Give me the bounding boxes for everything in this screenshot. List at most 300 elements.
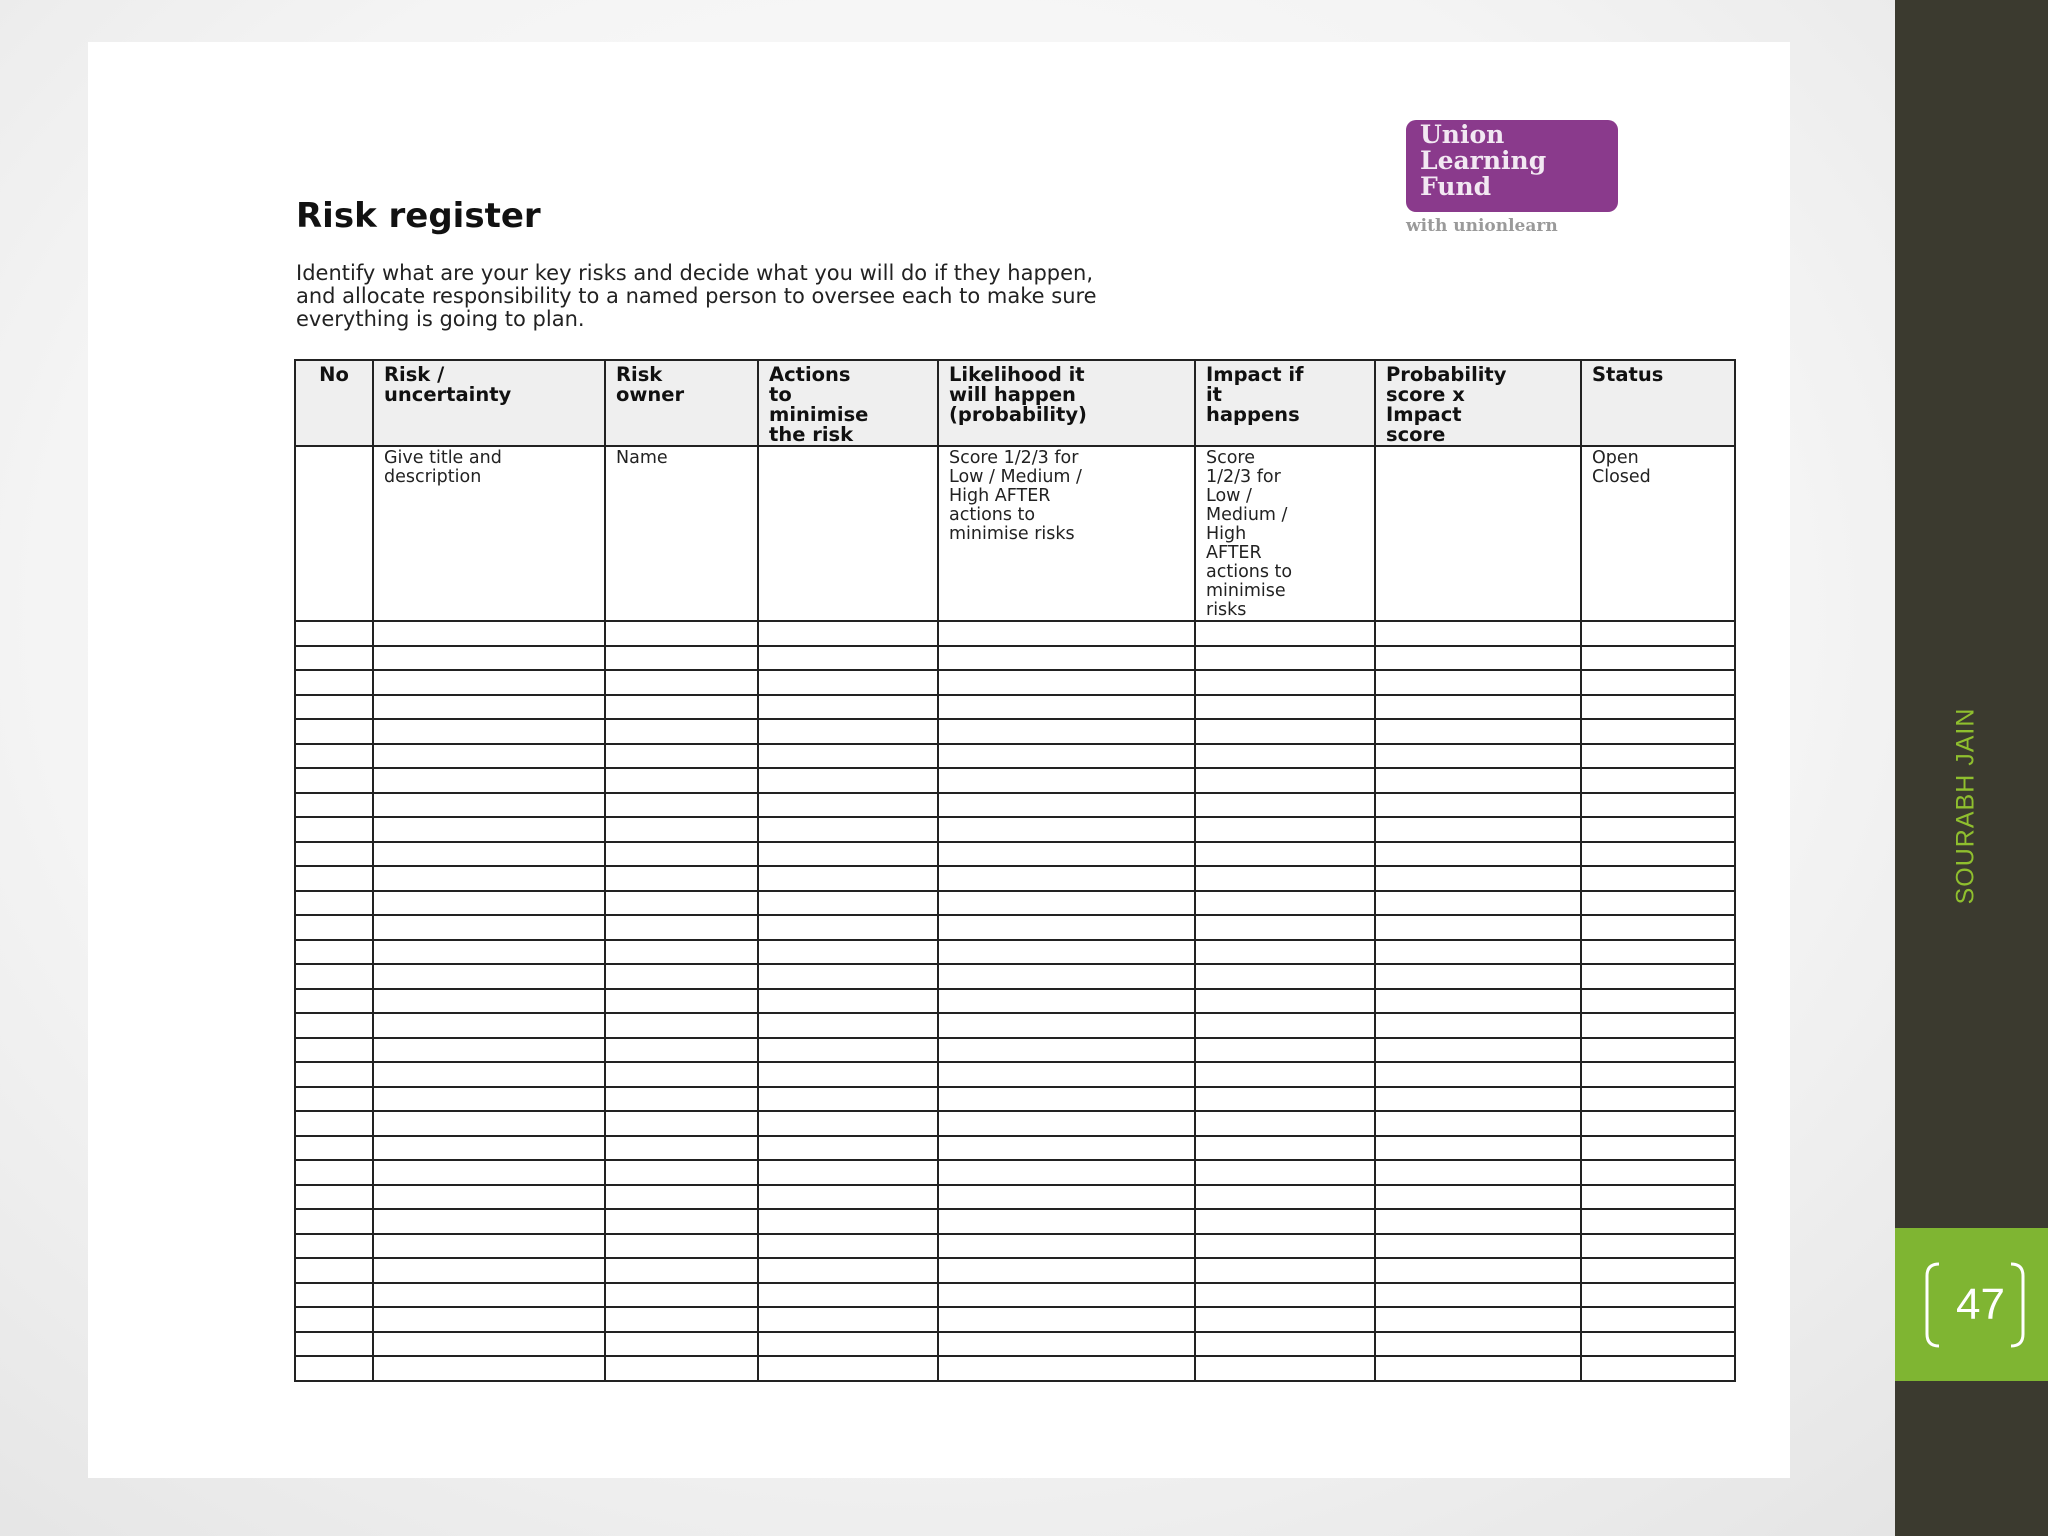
empty-cell — [295, 989, 373, 1014]
empty-cell — [1581, 744, 1735, 769]
empty-cell — [295, 964, 373, 989]
empty-cell — [938, 1185, 1195, 1210]
empty-cell — [295, 695, 373, 720]
table-row — [295, 989, 1735, 1014]
empty-cell — [373, 646, 605, 671]
cell-line: minimise risks — [949, 524, 1075, 544]
empty-cell — [1375, 1136, 1581, 1161]
empty-cell — [938, 1087, 1195, 1112]
empty-cell — [295, 940, 373, 965]
empty-cell — [758, 1234, 938, 1259]
empty-cell — [605, 1038, 758, 1063]
header-line: Impact — [1386, 403, 1462, 426]
empty-cell — [373, 1160, 605, 1185]
empty-cell — [1375, 915, 1581, 940]
empty-cell — [758, 817, 938, 842]
empty-cell — [605, 621, 758, 646]
empty-cell — [605, 1209, 758, 1234]
intro-text: Identify what are your key risks and decide what you will do if they happen, and allocate responsibility to a named person to oversee each to make sure everything is going to plan. — [296, 261, 1097, 331]
cell-line: Low / — [1206, 486, 1252, 506]
empty-cell — [295, 817, 373, 842]
empty-cell — [605, 1307, 758, 1332]
empty-cell — [758, 1209, 938, 1234]
empty-cell — [1195, 1209, 1375, 1234]
empty-cell — [1581, 670, 1735, 695]
empty-cell — [1195, 1283, 1375, 1308]
empty-cell — [1581, 866, 1735, 891]
empty-cell — [938, 768, 1195, 793]
empty-cell — [373, 842, 605, 867]
table-row — [295, 964, 1735, 989]
empty-cell — [758, 915, 938, 940]
empty-cell — [1195, 940, 1375, 965]
empty-cell — [938, 1038, 1195, 1063]
header-line: Risk / — [384, 363, 445, 386]
empty-cell — [1581, 940, 1735, 965]
empty-cell — [938, 1332, 1195, 1357]
empty-cell — [373, 817, 605, 842]
empty-cell — [758, 866, 938, 891]
empty-cell — [1581, 1356, 1735, 1381]
table-row — [295, 1185, 1735, 1210]
table-row — [295, 1234, 1735, 1259]
empty-cell — [938, 817, 1195, 842]
empty-cell — [373, 1062, 605, 1087]
empty-cell — [758, 1185, 938, 1210]
empty-cell — [373, 866, 605, 891]
empty-cell — [373, 1234, 605, 1259]
empty-cell — [373, 793, 605, 818]
empty-cell — [938, 964, 1195, 989]
empty-cell — [1375, 1283, 1581, 1308]
empty-cell — [1375, 1258, 1581, 1283]
empty-cell — [605, 1356, 758, 1381]
empty-cell — [758, 1307, 938, 1332]
header-line: uncertainty — [384, 383, 512, 406]
empty-cell — [605, 964, 758, 989]
table-row — [295, 768, 1735, 793]
empty-cell — [605, 1062, 758, 1087]
empty-cell — [1375, 793, 1581, 818]
empty-cell — [605, 989, 758, 1014]
empty-cell — [758, 1087, 938, 1112]
empty-cell — [373, 1111, 605, 1136]
empty-cell — [373, 1209, 605, 1234]
empty-cell — [758, 1283, 938, 1308]
empty-cell — [295, 1160, 373, 1185]
empty-cell — [605, 768, 758, 793]
empty-cell — [1375, 842, 1581, 867]
empty-cell — [1581, 621, 1735, 646]
empty-cell — [758, 1111, 938, 1136]
empty-cell — [1581, 793, 1735, 818]
empty-cell — [295, 1332, 373, 1357]
empty-cell — [938, 842, 1195, 867]
table-row — [295, 621, 1735, 646]
empty-cell — [1375, 1111, 1581, 1136]
header-line: Probability — [1386, 363, 1507, 386]
cell-no — [295, 446, 373, 621]
empty-cell — [938, 719, 1195, 744]
empty-cell — [295, 1258, 373, 1283]
cell-line: Closed — [1592, 467, 1651, 487]
empty-cell — [1581, 1185, 1735, 1210]
empty-cell — [1581, 891, 1735, 916]
header-line: Actions — [769, 363, 851, 386]
empty-cell — [373, 1013, 605, 1038]
header-line: minimise — [769, 403, 869, 426]
empty-cell — [1375, 621, 1581, 646]
empty-cell — [295, 1136, 373, 1161]
empty-cell — [1581, 915, 1735, 940]
empty-cell — [1375, 744, 1581, 769]
empty-cell — [938, 1283, 1195, 1308]
empty-cell — [1375, 964, 1581, 989]
empty-cell — [1375, 1160, 1581, 1185]
empty-cell — [373, 768, 605, 793]
empty-cell — [758, 695, 938, 720]
empty-cell — [938, 621, 1195, 646]
empty-cell — [1375, 940, 1581, 965]
empty-cell — [1375, 1356, 1581, 1381]
empty-cell — [1581, 1283, 1735, 1308]
empty-cell — [1195, 1160, 1375, 1185]
empty-cell — [1195, 1185, 1375, 1210]
empty-cell — [373, 719, 605, 744]
cell-impact — [1195, 446, 1375, 621]
empty-cell — [295, 1013, 373, 1038]
empty-cell — [373, 1087, 605, 1112]
empty-cell — [1195, 1258, 1375, 1283]
empty-cell — [938, 1111, 1195, 1136]
empty-cell — [605, 940, 758, 965]
empty-cell — [758, 1332, 938, 1357]
cell-line: description — [384, 467, 482, 487]
empty-cell — [373, 744, 605, 769]
document-title: Risk register — [296, 196, 541, 236]
header-probability-impact — [1375, 360, 1581, 446]
empty-cell — [373, 1283, 605, 1308]
empty-cell — [373, 989, 605, 1014]
empty-cell — [1581, 1136, 1735, 1161]
empty-cell — [1581, 964, 1735, 989]
empty-cell — [1195, 1087, 1375, 1112]
table-row — [295, 1013, 1735, 1038]
cell-line: Score — [1206, 448, 1256, 468]
empty-cell — [605, 670, 758, 695]
empty-cell — [1375, 1062, 1581, 1087]
header-likelihood — [938, 360, 1195, 446]
cell-line: minimise — [1206, 581, 1286, 601]
empty-cell — [758, 1258, 938, 1283]
empty-cell — [1375, 719, 1581, 744]
table-row — [295, 1209, 1735, 1234]
empty-cell — [295, 719, 373, 744]
empty-cell — [373, 1038, 605, 1063]
empty-cell — [373, 1185, 605, 1210]
empty-cell — [295, 1185, 373, 1210]
empty-cell — [1581, 989, 1735, 1014]
table-row — [295, 1111, 1735, 1136]
empty-cell — [295, 866, 373, 891]
empty-cell — [295, 915, 373, 940]
empty-cell — [1375, 1013, 1581, 1038]
empty-cell — [1581, 1209, 1735, 1234]
empty-cell — [758, 989, 938, 1014]
table-row — [295, 1356, 1735, 1381]
empty-cell — [295, 793, 373, 818]
empty-cell — [1581, 1038, 1735, 1063]
union-learning-fund-logo — [1406, 120, 1618, 212]
empty-cell — [373, 670, 605, 695]
logo-text: Union Learning Fund — [1420, 120, 1547, 201]
empty-cell — [373, 695, 605, 720]
empty-cell — [1375, 891, 1581, 916]
empty-cell — [1581, 1087, 1735, 1112]
empty-cell — [295, 768, 373, 793]
empty-cell — [758, 842, 938, 867]
empty-cell — [1195, 1332, 1375, 1357]
empty-cell — [1195, 817, 1375, 842]
empty-cell — [1195, 1038, 1375, 1063]
table-row — [295, 646, 1735, 671]
empty-cell — [1375, 1185, 1581, 1210]
table-row — [295, 817, 1735, 842]
header-line: score x — [1386, 383, 1465, 406]
table-row — [295, 842, 1735, 867]
empty-cell — [938, 1160, 1195, 1185]
empty-cell — [605, 695, 758, 720]
empty-cell — [758, 1356, 938, 1381]
header-line: owner — [616, 383, 685, 406]
empty-cell — [1375, 1234, 1581, 1259]
table-row — [295, 866, 1735, 891]
cell-line: Open — [1592, 448, 1639, 468]
table-row — [295, 1062, 1735, 1087]
empty-cell — [758, 646, 938, 671]
empty-cell — [605, 1185, 758, 1210]
table-row — [295, 1038, 1735, 1063]
cell-line: High — [1206, 524, 1247, 544]
empty-cell — [758, 670, 938, 695]
cell-risk — [373, 446, 605, 621]
cell-probability-impact — [1375, 446, 1581, 621]
empty-cell — [1195, 646, 1375, 671]
cell-line: actions to — [1206, 562, 1293, 582]
empty-cell — [1581, 1307, 1735, 1332]
page-number: 47 — [1956, 1279, 2005, 1329]
cell-owner — [605, 446, 758, 621]
cell-line: Name — [616, 448, 668, 468]
header-line: happens — [1206, 403, 1300, 426]
empty-cell — [1195, 695, 1375, 720]
empty-cell — [1195, 989, 1375, 1014]
header-status — [1581, 360, 1735, 446]
empty-cell — [1195, 1111, 1375, 1136]
cell-line: 1/2/3 for — [1206, 467, 1281, 487]
empty-cell — [1195, 964, 1375, 989]
empty-cell — [1581, 1258, 1735, 1283]
empty-cell — [605, 1234, 758, 1259]
table-row-guidance — [295, 446, 1735, 621]
empty-cell — [758, 1062, 938, 1087]
empty-cell — [1375, 1038, 1581, 1063]
table-row — [295, 719, 1735, 744]
empty-cell — [373, 1332, 605, 1357]
page-number-badge — [1895, 1228, 2048, 1381]
empty-cell — [1581, 768, 1735, 793]
cell-status — [1581, 446, 1735, 621]
empty-cell — [1195, 1062, 1375, 1087]
empty-cell — [373, 964, 605, 989]
empty-cell — [295, 1111, 373, 1136]
cell-likelihood — [938, 446, 1195, 621]
cell-line: Medium / — [1206, 505, 1288, 525]
empty-cell — [373, 891, 605, 916]
empty-cell — [605, 744, 758, 769]
empty-cell — [758, 744, 938, 769]
empty-cell — [1195, 915, 1375, 940]
table-row — [295, 793, 1735, 818]
cell-line: Low / Medium / — [949, 467, 1082, 487]
empty-cell — [938, 1013, 1195, 1038]
empty-cell — [373, 940, 605, 965]
empty-cell — [1375, 768, 1581, 793]
empty-cell — [605, 1087, 758, 1112]
empty-cell — [1581, 646, 1735, 671]
empty-cell — [758, 964, 938, 989]
empty-cell — [605, 793, 758, 818]
cell-line: Give title and — [384, 448, 502, 468]
empty-cell — [1375, 695, 1581, 720]
header-impact — [1195, 360, 1375, 446]
empty-cell — [758, 719, 938, 744]
empty-cell — [938, 1258, 1195, 1283]
empty-cell — [1581, 1160, 1735, 1185]
empty-cell — [938, 866, 1195, 891]
header-line: Status — [1592, 363, 1664, 386]
empty-cell — [295, 1087, 373, 1112]
empty-cell — [1195, 793, 1375, 818]
cell-line: AFTER — [1206, 543, 1262, 563]
logo-subtext: with unionlearn — [1406, 216, 1558, 236]
empty-cell — [1195, 719, 1375, 744]
header-line: score — [1386, 423, 1446, 446]
empty-cell — [938, 646, 1195, 671]
empty-cell — [295, 744, 373, 769]
empty-cell — [1375, 1332, 1581, 1357]
header-actions — [758, 360, 938, 446]
empty-cell — [1195, 1013, 1375, 1038]
risk-register-table — [294, 359, 1736, 1382]
empty-cell — [1375, 1087, 1581, 1112]
empty-cell — [1195, 744, 1375, 769]
empty-cell — [1195, 621, 1375, 646]
header-line: (probability) — [949, 403, 1087, 426]
header-owner — [605, 360, 758, 446]
document-image — [88, 42, 1790, 1478]
header-line: the risk — [769, 423, 854, 446]
table-row — [295, 744, 1735, 769]
header-line: No — [319, 363, 349, 386]
empty-cell — [373, 621, 605, 646]
cell-line: actions to — [949, 505, 1036, 525]
empty-cell — [373, 915, 605, 940]
empty-cell — [938, 1356, 1195, 1381]
empty-cell — [1375, 817, 1581, 842]
header-line: Risk — [616, 363, 663, 386]
table-row — [295, 670, 1735, 695]
empty-cell — [758, 940, 938, 965]
empty-cell — [758, 793, 938, 818]
header-line: will happen — [949, 383, 1076, 406]
empty-cell — [1195, 768, 1375, 793]
empty-cell — [938, 940, 1195, 965]
empty-cell — [1581, 1332, 1735, 1357]
empty-cell — [295, 842, 373, 867]
empty-cell — [295, 1234, 373, 1259]
empty-cell — [938, 744, 1195, 769]
table-row — [295, 695, 1735, 720]
table-row — [295, 891, 1735, 916]
empty-cell — [938, 695, 1195, 720]
empty-cell — [605, 1111, 758, 1136]
empty-cell — [295, 1307, 373, 1332]
empty-cell — [295, 1356, 373, 1381]
empty-cell — [938, 1307, 1195, 1332]
table-row — [295, 915, 1735, 940]
empty-cell — [1375, 646, 1581, 671]
empty-cell — [1195, 670, 1375, 695]
header-line: to — [769, 383, 792, 406]
empty-cell — [605, 891, 758, 916]
empty-cell — [605, 1136, 758, 1161]
empty-cell — [295, 621, 373, 646]
table-row — [295, 1283, 1735, 1308]
empty-cell — [295, 1209, 373, 1234]
empty-cell — [1195, 891, 1375, 916]
empty-cell — [605, 1013, 758, 1038]
empty-cell — [1581, 1062, 1735, 1087]
empty-cell — [1375, 866, 1581, 891]
empty-cell — [295, 891, 373, 916]
empty-cell — [605, 719, 758, 744]
empty-cell — [295, 670, 373, 695]
empty-cell — [758, 768, 938, 793]
empty-cell — [1195, 866, 1375, 891]
cell-line: High AFTER — [949, 486, 1051, 506]
empty-cell — [1581, 695, 1735, 720]
table-row — [295, 1160, 1735, 1185]
cell-line: Score 1/2/3 for — [949, 448, 1079, 468]
empty-cell — [938, 793, 1195, 818]
empty-cell — [1375, 989, 1581, 1014]
empty-cell — [605, 817, 758, 842]
header-line: Likelihood it — [949, 363, 1085, 386]
empty-cell — [373, 1307, 605, 1332]
empty-cell — [605, 915, 758, 940]
empty-cell — [938, 670, 1195, 695]
empty-cell — [1581, 1234, 1735, 1259]
empty-cell — [938, 989, 1195, 1014]
empty-cell — [373, 1356, 605, 1381]
empty-cell — [758, 1160, 938, 1185]
empty-cell — [758, 621, 938, 646]
empty-cell — [938, 1136, 1195, 1161]
empty-cell — [1195, 1136, 1375, 1161]
empty-cell — [605, 842, 758, 867]
empty-cell — [938, 1209, 1195, 1234]
